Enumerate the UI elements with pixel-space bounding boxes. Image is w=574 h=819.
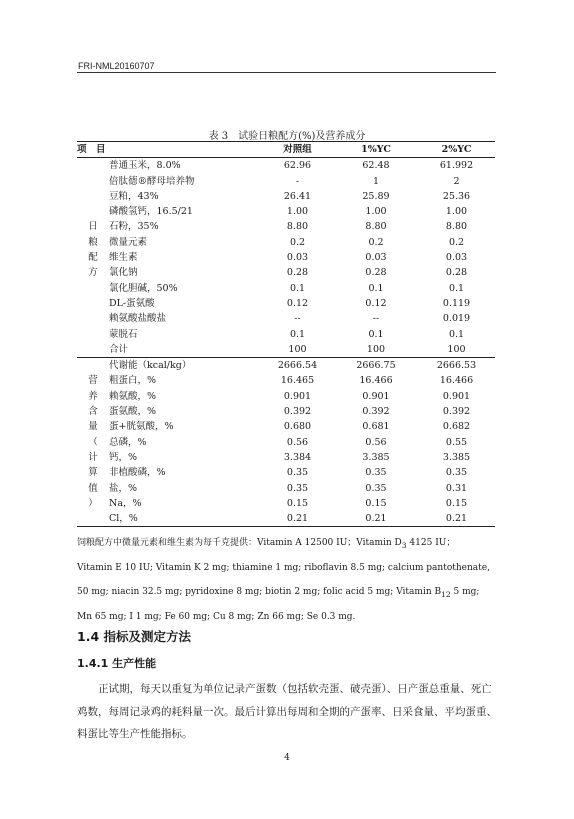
nutrient-group-label: 算	[88, 467, 98, 479]
nutrient-value-cell: 0.901	[442, 390, 471, 402]
nutrient-row	[77, 465, 495, 480]
diet-group-label	[77, 189, 109, 204]
diet-composition-table	[77, 141, 495, 527]
diet-group-label: 方	[88, 267, 98, 279]
diet-group-label	[77, 281, 109, 296]
nutrient-value-cell: 0.392	[283, 406, 312, 418]
nutrient-value-cell: 0.35	[286, 482, 309, 494]
diet-value-cell: 0.019	[442, 313, 471, 325]
diet-value-cell: 100	[288, 343, 307, 355]
diet-group-label	[77, 311, 109, 326]
diet-value-cell: 0.2	[448, 236, 465, 248]
nutrient-group-label: 量	[88, 421, 98, 433]
nutrient-item-name: 钙，%	[109, 451, 138, 463]
diet-row	[77, 250, 495, 265]
diet-value-cell: --	[294, 313, 301, 325]
diet-group-label	[77, 174, 109, 189]
diet-row	[77, 311, 495, 326]
diet-row	[77, 327, 495, 342]
nutrient-value-cell: 16.466	[439, 375, 474, 387]
diet-value-cell: 0.1	[289, 328, 306, 340]
nutrient-value-cell: 2666.75	[334, 358, 418, 374]
nutrient-value-cell: 2666.54	[261, 358, 334, 374]
nutrient-content-section	[77, 358, 495, 527]
diet-group-label	[77, 342, 109, 358]
nutrient-item-name: Cl，%	[109, 511, 261, 527]
diet-value-cell: 62.48	[362, 160, 390, 172]
nutrient-value-cell: 0.35	[286, 467, 309, 479]
diet-item-name: 微量元素	[109, 236, 148, 248]
diet-item-name: 磷酸氢钙，16.5/21	[109, 206, 193, 218]
diet-value-cell: -	[295, 175, 300, 187]
diet-value-cell: 0.2	[368, 236, 384, 248]
nutrient-value-cell: 0.56	[286, 436, 309, 448]
diet-item-name: 普通玉米，8.0%	[109, 160, 181, 172]
page-number: 4	[284, 753, 290, 763]
diet-row	[77, 219, 495, 234]
nutrient-value-cell: 0.392	[362, 406, 390, 418]
diet-row	[77, 204, 495, 219]
nutrient-value-cell: 0.15	[286, 497, 309, 509]
nutrient-group-label	[77, 511, 109, 527]
table-footnote: 饲粮配方中微量元素和维生素为每千克提供：Vitamin A 12500 IU；Vitamin $D_3$ 4125 IU； Vitamin E 10 IU; Vitamin K 2 mg; thiamine 1 mg; riboflavin 8.5 mg; calcium pantothenate, 50 mg; niacin 32.5 mg; pyridoxine 8 mg; biotin 2 mg; folic acid 5 mg; Vitamin $B_{12}$ 5 mg; Mn 65 mg; I 1 mg; Fe 60 mg; Cu 8 mg; Zn 66 mg; Se 0.3 mg.	[77, 538, 490, 623]
document-code: FRI-NML20160707	[78, 61, 155, 71]
nutrient-value-cell: 0.392	[442, 406, 471, 418]
diet-group-label	[77, 327, 109, 342]
diet-value-cell: --	[372, 313, 380, 325]
diet-row	[77, 235, 495, 250]
nutrient-row	[77, 373, 495, 388]
diet-value-cell: 1	[372, 175, 380, 187]
nutrient-item-name: 蛋氨酸，%	[109, 406, 157, 418]
nutrient-row	[77, 481, 495, 496]
nutrient-value-cell: 3.384	[283, 451, 312, 463]
diet-formula-section	[77, 158, 495, 358]
diet-value-cell: 100	[447, 343, 466, 355]
diet-item-name: 石粉，35%	[109, 221, 159, 233]
nutrient-group-label: 含	[88, 406, 98, 418]
nutrient-row	[77, 389, 495, 404]
diet-value-cell: 2	[453, 175, 460, 187]
nutrient-value-cell: 0.21	[261, 511, 334, 527]
diet-value-cell: 0.28	[365, 267, 387, 279]
nutrient-item-name: 总磷，%	[109, 436, 147, 448]
nutrient-value-cell: 0.55	[445, 436, 468, 448]
diet-row	[77, 158, 495, 174]
nutrient-item-name: 粗蛋白，%	[109, 375, 157, 387]
nutrient-value-cell: 0.15	[365, 497, 387, 509]
diet-value-cell: 0.03	[365, 252, 387, 264]
nutrient-value-cell: 0.901	[283, 390, 312, 402]
nutrient-row	[77, 404, 495, 419]
diet-value-cell: 0.03	[445, 252, 468, 264]
diet-group-label: 日	[88, 221, 98, 233]
diet-value-cell: 0.28	[445, 267, 468, 279]
nutrient-value-cell: 3.385	[362, 451, 390, 463]
diet-group-label	[77, 204, 109, 219]
column-header-2pct: 2%YC	[418, 142, 495, 158]
nutrient-item-name: 赖氨酸，%	[109, 390, 157, 402]
header-divider	[77, 72, 496, 73]
body-paragraph: 正试期，每天以重复为单位记录产蛋数（包括软壳蛋、破壳蛋）、日产蛋总重量、死亡鸡数，每周记录鸡的耗料量一次。最后计算出每周和全期的产蛋率、日采食量、平均蛋重、料蛋比等生产性能指标。	[77, 683, 497, 740]
diet-value-cell: 0.12	[286, 297, 309, 309]
diet-value-cell: 0.1	[448, 328, 465, 340]
table-caption: 表 3 试验日粮配方(%)及营养成分	[208, 131, 366, 142]
diet-value-cell: 8.80	[365, 221, 387, 233]
diet-row	[77, 174, 495, 189]
nutrient-item-name: Na，%	[109, 497, 142, 509]
diet-value-cell: 62.96	[283, 160, 312, 172]
diet-item-name: 氯化钠	[109, 267, 138, 279]
diet-item-name: 维生素	[109, 252, 138, 264]
nutrient-group-label	[77, 358, 109, 374]
nutrient-row	[77, 419, 495, 434]
nutrient-value-cell: 0.35	[365, 467, 387, 479]
nutrient-value-cell: 0.21	[418, 511, 495, 527]
nutrient-value-cell: 0.680	[283, 421, 312, 433]
section-heading: 1.4 指标及测定方法	[77, 629, 191, 644]
nutrient-group-label: 计	[88, 451, 98, 463]
diet-group-label	[77, 158, 109, 174]
diet-value-cell: 25.36	[442, 190, 471, 202]
diet-item-name: 合计	[109, 343, 129, 355]
diet-value-cell: 8.80	[286, 221, 309, 233]
diet-row	[77, 189, 495, 204]
subsection-heading: 1.4.1 生产性能	[77, 657, 157, 670]
nutrient-group-label: 养	[88, 390, 98, 402]
nutrient-value-cell: 0.901	[362, 390, 390, 402]
diet-group-label: 配	[88, 252, 98, 264]
nutrient-group-label: 值	[88, 482, 98, 494]
diet-value-cell: 0.12	[365, 297, 387, 309]
nutrient-value-cell: 0.56	[365, 436, 387, 448]
diet-value-cell: 0.28	[286, 267, 309, 279]
nutrient-value-cell: 0.681	[362, 421, 390, 433]
diet-row	[77, 342, 495, 358]
nutrient-item-name: 非植酸磷，%	[109, 467, 166, 479]
nutrient-value-cell: 0.35	[445, 467, 468, 479]
column-header-1pct: 1%YC	[334, 142, 418, 158]
nutrient-item-name: 盐，%	[109, 482, 138, 494]
diet-value-cell: 0.1	[368, 328, 384, 340]
diet-value-cell: 1.00	[286, 206, 309, 218]
column-header-item: 项 目	[77, 142, 261, 158]
diet-group-label	[77, 296, 109, 311]
nutrient-row	[77, 511, 495, 527]
nutrient-value-cell: 2666.53	[418, 358, 495, 374]
table-header-row	[77, 142, 495, 158]
nutrient-row	[77, 435, 495, 450]
nutrient-value-cell: 0.31	[445, 482, 468, 494]
nutrient-value-cell: 16.465	[280, 375, 315, 387]
nutrient-value-cell: 0.35	[365, 482, 387, 494]
nutrient-group-label: ）	[88, 497, 98, 509]
diet-value-cell: 0.2	[289, 236, 306, 248]
nutrient-item-name: 蛋+胱氨酸，%	[109, 421, 174, 433]
diet-value-cell: 0.1	[448, 282, 465, 294]
nutrient-row	[77, 358, 495, 374]
column-header-control: 对照组	[261, 142, 334, 158]
nutrient-group-label: （	[88, 436, 98, 448]
nutrient-value-cell: 0.682	[442, 421, 471, 433]
diet-value-cell: 0.1	[368, 282, 384, 294]
diet-item-name: 氯化胆碱，50%	[109, 282, 178, 294]
diet-value-cell: 1.00	[365, 206, 387, 218]
diet-item-name: 蒙脱石	[109, 328, 138, 340]
diet-value-cell: 0.1	[289, 282, 306, 294]
diet-item-name: 赖氨酸盐酸盐	[109, 313, 167, 325]
diet-row	[77, 281, 495, 296]
nutrient-value-cell: 3.385	[442, 451, 471, 463]
diet-value-cell: 0.119	[442, 297, 471, 309]
nutrient-group-label: 营	[88, 375, 98, 387]
diet-row	[77, 265, 495, 280]
nutrient-item-name: 代谢能（kcal/kg）	[109, 358, 261, 374]
diet-item-name: DL-蛋氨酸	[109, 297, 155, 309]
diet-value-cell: 25.89	[362, 190, 390, 202]
diet-value-cell: 1.00	[445, 206, 468, 218]
nutrient-value-cell: 0.21	[334, 511, 418, 527]
nutrient-value-cell: 0.15	[445, 497, 468, 509]
diet-value-cell: 61.992	[439, 160, 474, 172]
nutrient-row	[77, 450, 495, 465]
diet-item-name: 倍肽德®酵母培养物	[109, 175, 195, 187]
diet-item-name: 豆粕，43%	[109, 190, 159, 202]
diet-value-cell: 100	[366, 343, 386, 355]
nutrient-value-cell: 16.466	[359, 375, 393, 387]
diet-value-cell: 0.03	[286, 252, 309, 264]
diet-row	[77, 296, 495, 311]
diet-value-cell: 26.41	[283, 190, 312, 202]
nutrient-row	[77, 496, 495, 511]
diet-value-cell: 8.80	[445, 221, 468, 233]
diet-group-label: 粮	[88, 236, 98, 248]
